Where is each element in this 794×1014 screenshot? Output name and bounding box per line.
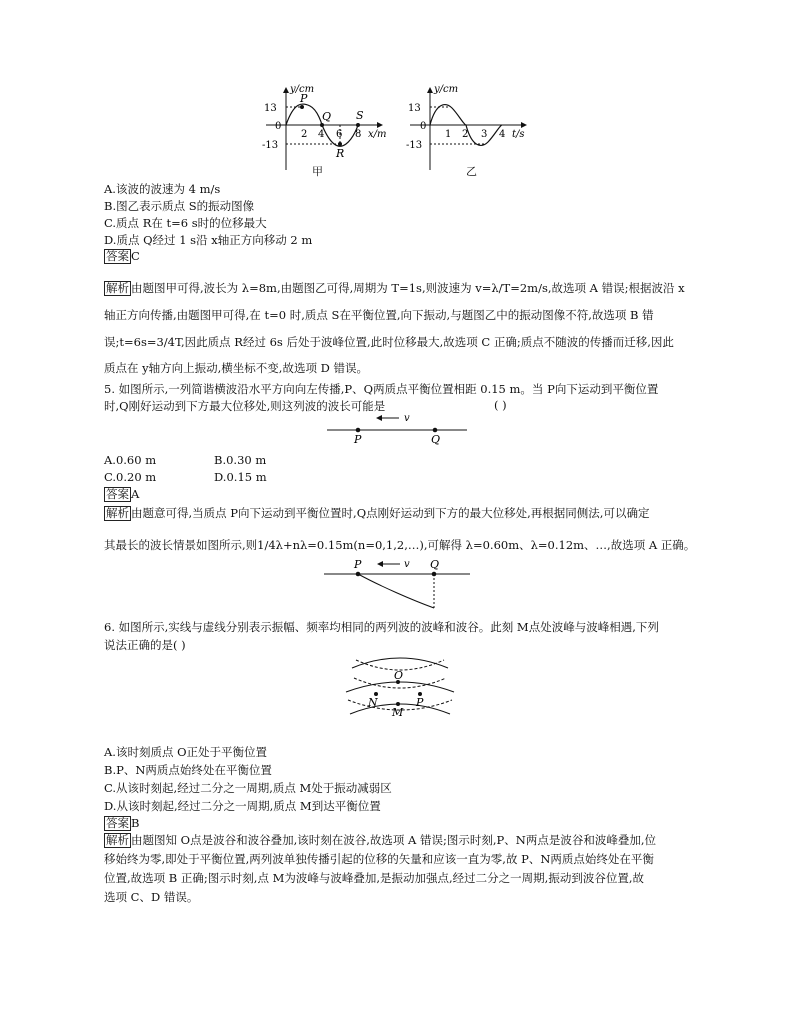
answer-label: 答案 (106, 249, 129, 263)
analysis-text: 由题图知 O点是波谷和波谷叠加,该时刻在波谷,故选项 A 错误;图示时刻,P、N两点是波谷和波峰叠加,位 (131, 833, 656, 847)
q6-analysis-line-1 (104, 832, 656, 848)
q5-figure (325, 410, 470, 445)
answer-label: 答案 (106, 816, 129, 830)
q5-option-b: B.0.30 m (214, 453, 267, 467)
analysis-label: 解析 (106, 281, 129, 295)
velocity-label: v (404, 413, 410, 424)
analysis-text: 由题意可得,当质点 P向下运动到平衡位置时,Q点刚好运动到下方的最大位移处,再根据同侧法,可以确定 (131, 506, 650, 520)
q6-interference-figure (340, 654, 460, 734)
answer-value: A (131, 487, 140, 501)
analysis-label: 解析 (106, 833, 129, 847)
tick-6: 6 (336, 129, 343, 140)
analysis-label: 解析 (106, 506, 129, 520)
point-o: O (394, 669, 404, 682)
answer-value: B (131, 816, 140, 830)
point-p: P (300, 92, 308, 105)
q5-stem-line-1: 5. 如图所示,一列简谐横波沿水平方向向左传播,P、Q两质点平衡位置相距 0.15 m。当 P向下运动到平衡位置 (104, 382, 659, 396)
q4-analysis-line-2: 轴正方向传播,由题图甲可得,在 t=0 时,质点 S在平衡位置,向下振动,与题图乙中的振动图像不符,故选项 B 错 (104, 308, 654, 322)
q5-option-c: C.0.20 m (104, 470, 157, 484)
tick-13: 13 (264, 103, 277, 114)
q6-stem-line-2: 说法正确的是( ) (104, 638, 186, 652)
wave-graph-jia (262, 82, 392, 177)
tick-neg13: -13 (262, 140, 279, 151)
tick-2: 2 (462, 129, 469, 140)
axis-y-label: y/cm (434, 84, 459, 95)
q5-answer (104, 487, 139, 502)
q6-stem-line-1: 6. 如图所示,实线与虚线分别表示振幅、频率均相同的两列波的波峰和波谷。此刻 M点处波峰与波峰相遇,下列 (104, 620, 659, 634)
axis-x-label: x/m (368, 129, 387, 140)
q4-answer (104, 249, 140, 264)
tick-2: 2 (301, 129, 308, 140)
tick-13: 13 (408, 103, 421, 114)
tick-3: 3 (481, 129, 488, 140)
q5-answer-blank: ( ) (494, 398, 507, 412)
velocity-label: v (404, 559, 410, 570)
q6-analysis-line-2: 移始终为零,即处于平衡位置,两列波单独传播引起的位移的矢量和应该一直为零,故 P、N两质点始终处在平衡 (104, 852, 654, 866)
point-p: P (354, 433, 362, 445)
axis-y-label: y/cm (290, 84, 315, 95)
q6-option-d: D.从该时刻起,经过二分之一周期,质点 M到达平衡位置 (104, 799, 381, 813)
q5-option-a: A.0.60 m (104, 453, 157, 467)
tick-4: 4 (499, 129, 506, 140)
point-q: Q (322, 110, 332, 123)
point-n: N (368, 696, 378, 709)
q6-option-c: C.从该时刻起,经过二分之一周期,质点 M处于振动减弱区 (104, 781, 392, 795)
tick-neg13: -13 (406, 140, 423, 151)
q6-answer (104, 816, 139, 831)
point-r: R (336, 147, 345, 160)
point-p: P (416, 696, 424, 709)
q5-analysis-figure (322, 556, 472, 612)
analysis-text: 由题图甲可得,波长为 λ=8m,由题图乙可得,周期为 T=1s,则波速为 v=λ/T=2m/s,故选项 A 错误;根据波沿 x (131, 281, 685, 295)
point-s: S (356, 109, 364, 122)
q4-option-c: C.质点 R在 t=6 s时的位移最大 (104, 216, 267, 230)
q4-analysis-line-1 (104, 280, 685, 296)
caption-jia: 甲 (312, 165, 323, 178)
q5-stem-line-2: 时,Q刚好运动到下方最大位移处,则这列波的波长可能是 (104, 399, 386, 413)
origin: 0 (420, 121, 427, 132)
q6-analysis-line-3: 位置,故选项 B 正确;图示时刻,点 M为波峰与波峰叠加,是振动加强点,经过二分之一周期,振动到波谷位置,故 (104, 871, 644, 885)
q6-analysis-line-4: 选项 C、D 错误。 (104, 890, 199, 904)
axis-x-label: t/s (512, 129, 525, 140)
point-p: P (354, 558, 362, 571)
tick-1: 1 (445, 129, 452, 140)
tick-4: 4 (318, 129, 325, 140)
point-q: Q (430, 558, 440, 571)
q4-option-b: B.图乙表示质点 S的振动图像 (104, 199, 255, 213)
q5-analysis-line-1 (104, 505, 649, 521)
point-q: Q (431, 433, 441, 445)
point-m: M (392, 706, 404, 719)
q4-analysis-line-4: 质点在 y轴方向上振动,横坐标不变,故选项 D 错误。 (104, 361, 368, 375)
answer-label: 答案 (106, 487, 129, 501)
q6-option-b: B.P、N两质点始终处在平衡位置 (104, 763, 272, 777)
q4-analysis-line-3: 误;t=6s=3/4T,因此质点 R经过 6s 后处于波峰位置,此时位移最大,故选项 C 正确;质点不随波的传播而迁移,因此 (104, 335, 674, 349)
tick-8: 8 (355, 129, 362, 140)
q5-option-d: D.0.15 m (214, 470, 267, 484)
q4-option-a: A.该波的波速为 4 m/s (104, 182, 221, 196)
q5-analysis-line-2: 其最长的波长情景如图所示,则1/4λ+nλ=0.15m(n=0,1,2,…),可解得 λ=0.60m、λ=0.12m、…,故选项 A 正确。 (104, 538, 696, 552)
answer-value: C (131, 249, 140, 263)
q6-option-a: A.该时刻质点 O正处于平衡位置 (104, 745, 268, 759)
q4-option-d: D.质点 Q经过 1 s沿 x轴正方向移动 2 m (104, 233, 313, 247)
caption-yi: 乙 (466, 165, 477, 178)
origin: 0 (275, 121, 282, 132)
